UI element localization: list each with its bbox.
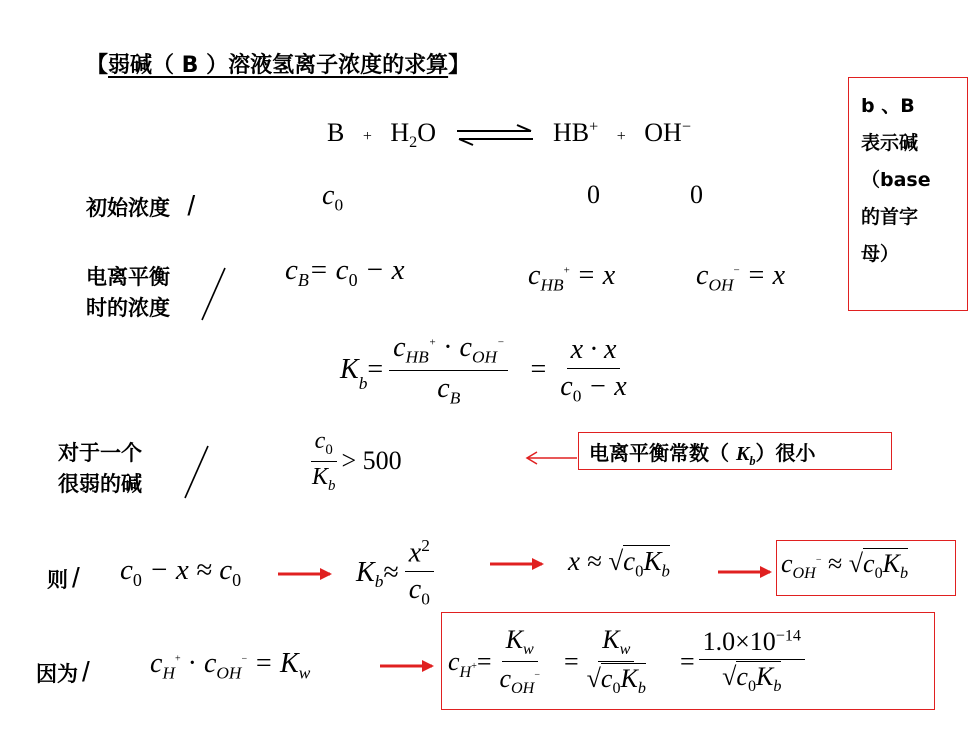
slash-mark xyxy=(199,266,227,322)
slash-mark: / xyxy=(187,190,196,221)
arrow-right-icon xyxy=(716,564,774,580)
note-line: 母） xyxy=(861,243,900,265)
arrow-right-icon xyxy=(276,566,334,582)
result-coh-box: $c_{OH}^- \approx √c_0K_b$ xyxy=(776,540,956,596)
numeric-fraction: $\frac{1.0\times 10^{-14}}{√c_0K_b}$ xyxy=(699,627,805,696)
arrow-right-icon xyxy=(378,658,436,674)
arrow-right-icon xyxy=(488,556,546,572)
species-h2o: $H_2O$ xyxy=(390,118,436,152)
note-line: b 、B xyxy=(861,95,915,117)
slash-mark: / xyxy=(82,656,90,687)
title-bracket-left: 【 xyxy=(86,53,109,78)
eq-cb: $c_B= c_0 - x$ xyxy=(285,254,405,290)
result-ch-box: c $_H$ + = $\frac{K_w}{c_{OH}^-}$ = $\frac{K_w}{√c_0K_b}$ = $\frac{1.0\times 10^{-14}}{√c_0K_b}$ xyxy=(441,612,935,710)
label-equilibrium: 电离平衡 时的浓度 xyxy=(86,265,170,320)
slash-mark: / xyxy=(72,562,80,593)
x2-fraction: $\frac{x^2}{c_0}$ xyxy=(405,536,434,610)
label-weak-base: 对于一个 很弱的碱 xyxy=(58,441,142,496)
kb-fraction: $\frac{c_{HB}^+ \cdot c_{OH}^-}{c_B}$ xyxy=(389,332,508,408)
ratio-condition: $\frac{c_0}{K_b}$ > 500 xyxy=(308,428,402,495)
kb-fraction-x: $\frac{x \cdot x}{c_0 - x}$ xyxy=(560,333,627,406)
eq-chb: $c_{HB}^+ = x$ xyxy=(528,260,616,295)
initial-zero-hb: 0 xyxy=(587,180,600,209)
initial-c0: $c_0$ xyxy=(322,180,344,215)
plus-sign: + xyxy=(616,128,626,145)
ratio-fraction: $\frac{c_0}{K_b}$ xyxy=(312,428,336,494)
approx-c0: $c_0 - x \approx c_0$ xyxy=(120,554,242,590)
title-text: 弱碱（ B ）溶液氢离子浓度的求算 xyxy=(108,53,449,78)
reaction-equation xyxy=(327,118,691,152)
note-box xyxy=(848,77,968,311)
plus-sign: + xyxy=(362,128,372,145)
kw-over-sqrt: $\frac{K_w}{√c_0K_b}$ xyxy=(586,625,646,698)
kw-over-coh: $\frac{K_w}{c_{OH}^-}$ xyxy=(499,625,540,698)
species-hb: HB+ xyxy=(553,118,599,147)
ion-product: $c_H^+ \cdot c_{OH}^- = K_w$ xyxy=(150,648,311,683)
initial-zero-oh: 0 xyxy=(690,180,703,209)
arrow-left-icon xyxy=(523,450,579,466)
page-title xyxy=(86,48,470,79)
eq-coh: $c_{OH}^- = x$ xyxy=(696,260,786,295)
label-initial: 初始浓度 / xyxy=(86,190,196,221)
note-line: （base xyxy=(861,169,931,191)
kb-expression: K $_b$ = $\frac{c_{HB}^+ \cdot c_{OH}^-}{c_B}$ = $\frac{x \cdot x}{c_0 - x}$ xyxy=(340,332,631,408)
note-line: 的首字 xyxy=(861,206,919,228)
approx-kb: K $_b$ ≈ $\frac{x^2}{c_0}$ xyxy=(356,536,434,610)
label-then: 则 / xyxy=(47,562,80,593)
label-because: 因为 / xyxy=(36,656,90,687)
note-line: 表示碱 xyxy=(861,132,919,154)
approx-x: $x \approx √c_0K_b$ xyxy=(568,546,670,581)
title-bracket-right: 】 xyxy=(448,53,471,78)
slash-mark xyxy=(182,444,210,500)
kb-note-box: 电离平衡常数（ $K_b$）很小 xyxy=(578,432,892,470)
equilibrium-arrows-icon xyxy=(455,123,535,147)
species-b: B xyxy=(327,118,345,147)
species-oh: OH− xyxy=(644,118,691,147)
